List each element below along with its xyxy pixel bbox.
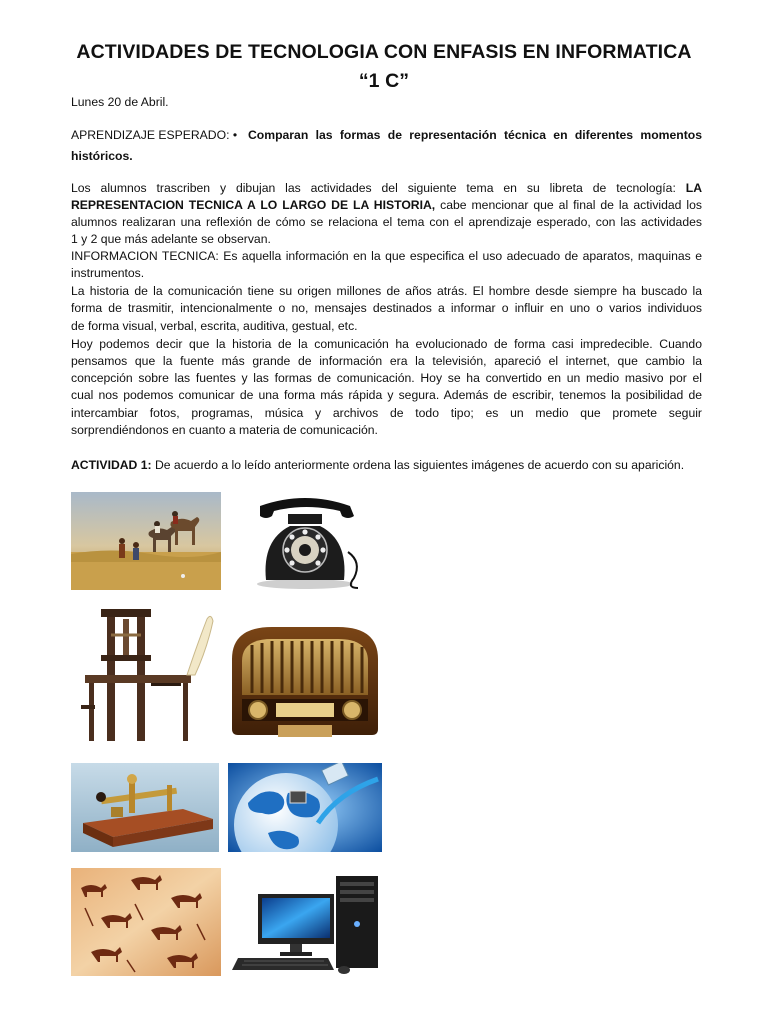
- para1-text-1a: Los alumnos trascriben y dibujan las actividades del siguiente tema en su libreta de tecnología:: [71, 181, 676, 195]
- para4-line-1: Hoy podemos decir que la historia de la comunicación ha evolucionado de forma casi impredecible. Cuando: [71, 337, 702, 351]
- actividad-text: De acuerdo a lo leído anteriormente ordena las siguientes imágenes de acuerdo con su aparición.: [154, 458, 685, 472]
- para4-line-3: concepción sobre las fuentes y las formas de comunicación. Hoy se ha convertido en un medio masivo por el: [71, 371, 702, 385]
- para3-line-1: La historia de la comunicación tiene su origen millones de años atrás. El hombre desde siempre ha buscado la: [71, 284, 702, 298]
- para1-bold-1b: LA: [685, 181, 702, 195]
- actividad-label: ACTIVIDAD 1:: [71, 458, 152, 472]
- date-line: Lunes 20 de Abril.: [71, 95, 169, 109]
- document-subtitle: “1 C”: [358, 70, 410, 92]
- aprendizaje-text-1: Comparan las formas de representación técnica en diferentes momentos: [248, 128, 702, 142]
- para1-line-3: alumnos realizaran una reflexión de cómo se relaciona el tema con el aprendizaje esperado, con las actividades: [71, 215, 702, 229]
- para4-line-5: intercambiar fotos, programas, música y archivos de todo tipo; es un medio que promete seguir: [71, 406, 702, 420]
- para3-line-3: de forma visual, verbal, escrita, auditiva, gestual, etc.: [71, 319, 358, 333]
- aprendizaje-line-1: [71, 127, 702, 144]
- para1-topic-title: REPRESENTACION TECNICA A LO LARGO DE LA HISTORIA,: [71, 198, 436, 212]
- para4-line-4: cual nos podemos comunicar de una forma más rápida y segura. Además de escribir, tenemos la posibilidad de: [71, 388, 702, 402]
- internet-globe-image: [228, 763, 382, 852]
- para2-line-1: INFORMACION TECNICA: Es aquella información en la que especifica el uso adecuado de aparatos, maquinas e: [71, 249, 702, 263]
- para1-line-1: [71, 180, 702, 197]
- printing-press-image: [71, 605, 221, 745]
- desktop-computer-image: [232, 872, 382, 976]
- para3-line-2: forma de trasmitir, intencionalmente o no, mensajes destinados a informar o influir en uno o varios individuos: [71, 301, 702, 315]
- aprendizaje-text-2: históricos.: [71, 149, 133, 163]
- document-title: ACTIVIDADES DE TECNOLOGIA CON ENFASIS EN INFORMATICA: [76, 41, 692, 63]
- cave-painting-image: [71, 868, 221, 976]
- para4-line-2: pensamos que la fuente más grande de información era la televisión, apareció el internet, que cambio la: [71, 354, 702, 368]
- para1-line-2: [71, 197, 702, 214]
- actividad-line: [71, 457, 702, 474]
- para1-line-4: 1 y 2 que más adelante se observan.: [71, 232, 271, 246]
- vintage-radio-image: [228, 625, 382, 745]
- para4-line-6: sorprendiéndonos en cuanto a materia de comunicación.: [71, 423, 378, 437]
- rotary-telephone-image: [230, 492, 380, 590]
- telegraph-key-image: [71, 763, 219, 852]
- aprendizaje-label: APRENDIZAJE ESPERADO: •: [71, 128, 238, 142]
- para2-line-2: instrumentos.: [71, 266, 145, 280]
- para1-text-2b: cabe mencionar que al final de la actividad los: [440, 198, 702, 212]
- riders-painting-image: [71, 492, 221, 590]
